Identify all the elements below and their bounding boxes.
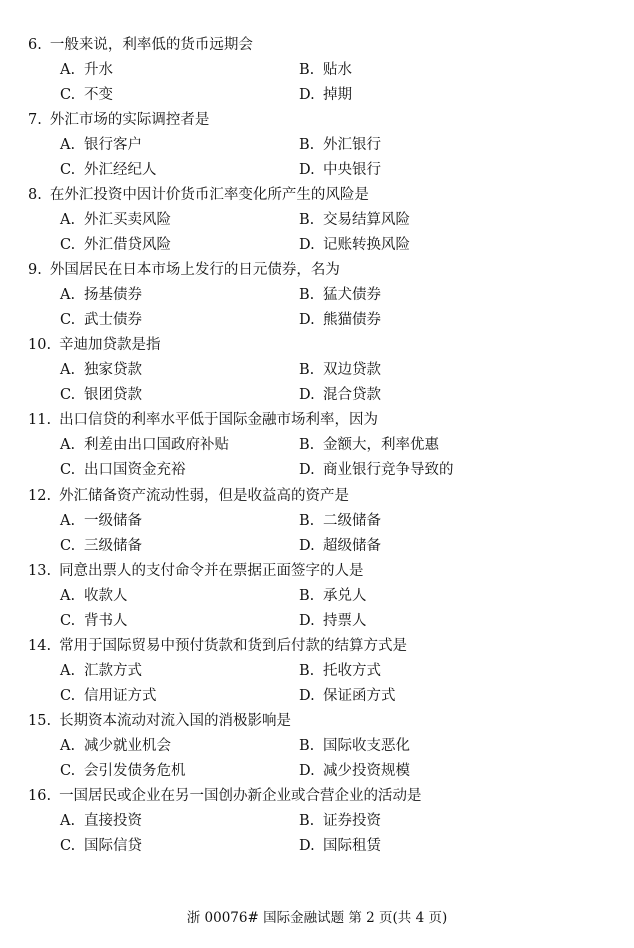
question-number: 15. <box>28 712 52 729</box>
option-text: 中央银行 <box>323 162 381 179</box>
option-row <box>0 809 634 834</box>
question-stem: 在外汇投资中因计价货币汇率变化所产生的风险是 <box>49 187 369 204</box>
option-row <box>0 358 634 383</box>
option-text: 银团贷款 <box>84 387 142 404</box>
option-text: 混合贷款 <box>323 387 381 404</box>
option-row <box>0 58 634 83</box>
option-text: 金额大，利率优惠 <box>323 437 439 454</box>
option-row <box>0 734 634 759</box>
option-row <box>0 584 634 609</box>
answer-option <box>299 308 381 333</box>
option-text: 国际收支恶化 <box>323 737 410 754</box>
option-letter: D. <box>299 312 315 329</box>
question-item <box>0 484 634 559</box>
option-letter: C. <box>60 462 76 479</box>
question-stem-line <box>28 258 340 283</box>
option-text: 外汇银行 <box>323 137 381 154</box>
question-number: 12. <box>28 487 52 504</box>
option-text: 一级储备 <box>84 512 142 529</box>
answer-option <box>60 83 113 108</box>
question-item <box>0 709 634 784</box>
question-number: 6. <box>28 37 42 53</box>
answer-option <box>299 433 439 458</box>
option-letter: A. <box>60 737 76 754</box>
answer-option <box>60 684 157 709</box>
option-letter: A. <box>60 587 76 604</box>
option-letter: A. <box>60 662 76 679</box>
option-letter: D. <box>299 387 315 404</box>
answer-option <box>60 534 142 559</box>
option-row <box>0 133 634 158</box>
option-text: 扬基债券 <box>84 287 142 304</box>
answer-option <box>299 809 381 834</box>
question-list <box>0 33 634 859</box>
answer-option <box>60 734 171 759</box>
option-letter: B. <box>299 512 315 529</box>
question-stem: 外汇储备资产流动性弱，但是收益高的资产是 <box>59 487 350 504</box>
option-letter: C. <box>60 237 76 254</box>
option-letter: D. <box>299 237 315 254</box>
option-text: 交易结算风险 <box>323 212 410 229</box>
option-row <box>0 233 634 258</box>
option-row <box>0 534 634 559</box>
option-text: 收款人 <box>84 587 128 604</box>
answer-option <box>60 283 142 308</box>
option-row <box>0 834 634 859</box>
option-letter: A. <box>60 812 76 829</box>
question-stem-line <box>28 484 349 509</box>
answer-option <box>60 233 171 258</box>
option-text: 会引发债务危机 <box>84 762 186 779</box>
answer-option <box>299 283 381 308</box>
answer-option <box>299 208 410 233</box>
answer-option <box>299 834 381 859</box>
option-text: 出口国资金充裕 <box>84 462 186 479</box>
option-letter: D. <box>299 837 315 854</box>
option-text: 外汇经纪人 <box>84 162 157 179</box>
option-text: 持票人 <box>323 612 367 629</box>
question-stem: 外国居民在日本市场上发行的日元债券，名为 <box>49 262 340 279</box>
option-text: 升水 <box>84 62 113 78</box>
option-row <box>0 83 634 108</box>
option-letter: A. <box>60 287 76 304</box>
answer-option <box>60 834 142 859</box>
option-letter: A. <box>60 362 76 379</box>
option-text: 信用证方式 <box>84 687 157 704</box>
option-letter: A. <box>60 212 76 229</box>
question-number: 9. <box>28 262 42 279</box>
question-item <box>0 784 634 859</box>
question-number: 14. <box>28 637 52 654</box>
question-stem-line <box>28 634 407 659</box>
option-text: 承兑人 <box>323 587 367 604</box>
question-number: 13. <box>28 562 52 579</box>
option-text: 武士债券 <box>84 312 142 329</box>
option-letter: A. <box>60 512 76 529</box>
question-item <box>0 258 634 333</box>
question-stem: 一般来说，利率低的货币远期会 <box>49 37 253 53</box>
answer-option <box>60 458 186 483</box>
question-number: 10. <box>28 337 52 354</box>
question-stem-line <box>28 183 369 208</box>
option-text: 背书人 <box>84 612 128 629</box>
question-item <box>0 408 634 483</box>
question-item <box>0 183 634 258</box>
option-row <box>0 458 634 483</box>
question-stem: 外汇市场的实际调控者是 <box>49 112 210 129</box>
option-row <box>0 684 634 709</box>
answer-option <box>299 358 381 383</box>
option-letter: C. <box>60 87 76 103</box>
question-number: 8. <box>28 187 42 204</box>
option-text: 不变 <box>84 87 113 103</box>
answer-option <box>299 534 381 559</box>
option-text: 猛犬债券 <box>323 287 381 304</box>
answer-option <box>299 158 381 183</box>
question-item <box>0 634 634 709</box>
option-row <box>0 609 634 634</box>
option-row <box>0 308 634 333</box>
option-letter: B. <box>299 287 315 304</box>
option-letter: B. <box>299 662 315 679</box>
option-letter: B. <box>299 212 315 229</box>
answer-option <box>60 609 128 634</box>
answer-option <box>299 58 352 83</box>
answer-option <box>299 458 454 483</box>
answer-option <box>60 809 142 834</box>
option-letter: D. <box>299 612 315 629</box>
option-text: 商业银行竞争导致的 <box>323 462 454 479</box>
option-text: 保证函方式 <box>323 687 396 704</box>
question-stem-line <box>28 408 378 433</box>
option-row <box>0 158 634 183</box>
option-text: 独家贷款 <box>84 362 142 379</box>
option-letter: B. <box>299 812 315 829</box>
answer-option <box>299 684 396 709</box>
option-text: 减少就业机会 <box>84 737 171 754</box>
answer-option <box>60 509 142 534</box>
answer-option <box>299 509 381 534</box>
option-text: 直接投资 <box>84 812 142 829</box>
answer-option <box>60 133 142 158</box>
option-letter: D. <box>299 762 315 779</box>
question-stem-line <box>28 108 209 133</box>
answer-option <box>299 759 410 784</box>
option-text: 托收方式 <box>323 662 381 679</box>
answer-option <box>60 358 142 383</box>
answer-option <box>60 584 128 609</box>
answer-option <box>60 58 113 83</box>
answer-option <box>60 433 229 458</box>
question-stem-line <box>28 33 253 58</box>
question-number: 7. <box>28 112 42 129</box>
option-text: 掉期 <box>323 87 352 103</box>
option-letter: D. <box>299 462 315 479</box>
option-letter: A. <box>60 137 76 154</box>
option-letter: A. <box>60 62 76 78</box>
option-letter: D. <box>299 162 315 179</box>
question-stem-line <box>28 784 422 809</box>
option-letter: C. <box>60 537 76 554</box>
option-letter: C. <box>60 312 76 329</box>
answer-option <box>299 609 367 634</box>
option-text: 熊猫债券 <box>323 312 381 329</box>
option-text: 双边贷款 <box>323 362 381 379</box>
option-letter: B. <box>299 737 315 754</box>
answer-option <box>299 83 352 108</box>
answer-option <box>299 584 367 609</box>
option-letter: C. <box>60 612 76 629</box>
question-number: 16. <box>28 787 52 804</box>
option-row <box>0 433 634 458</box>
option-letter: D. <box>299 687 315 704</box>
option-letter: D. <box>299 537 315 554</box>
option-row <box>0 208 634 233</box>
option-text: 汇款方式 <box>84 662 142 679</box>
question-item <box>0 108 634 183</box>
option-letter: C. <box>60 687 76 704</box>
option-text: 外汇借贷风险 <box>84 237 171 254</box>
option-letter: B. <box>299 137 315 154</box>
answer-option <box>60 208 171 233</box>
option-row <box>0 283 634 308</box>
option-letter: D. <box>299 87 315 103</box>
answer-option <box>60 659 142 684</box>
option-letter: C. <box>60 762 76 779</box>
option-text: 证券投资 <box>323 812 381 829</box>
option-row <box>0 509 634 534</box>
question-stem: 出口信贷的利率水平低于国际金融市场利率，因为 <box>59 412 379 429</box>
option-letter: B. <box>299 437 315 454</box>
option-text: 外汇买卖风险 <box>84 212 171 229</box>
option-text: 国际信贷 <box>84 837 142 854</box>
answer-option <box>299 383 381 408</box>
answer-option <box>60 383 142 408</box>
option-row <box>0 759 634 784</box>
question-stem-line <box>28 333 161 358</box>
option-letter: B. <box>299 62 315 78</box>
question-item <box>0 33 634 108</box>
question-stem: 长期资本流动对流入国的消极影响是 <box>59 712 292 729</box>
option-text: 减少投资规模 <box>323 762 410 779</box>
option-letter: B. <box>299 362 315 379</box>
option-text: 利差由出口国政府补贴 <box>84 437 229 454</box>
option-text: 贴水 <box>323 62 352 78</box>
option-letter: A. <box>60 437 76 454</box>
answer-option <box>299 659 381 684</box>
option-text: 超级储备 <box>323 537 381 554</box>
answer-option <box>299 133 381 158</box>
option-letter: C. <box>60 837 76 854</box>
option-text: 记账转换风险 <box>323 237 410 254</box>
answer-option <box>60 308 142 333</box>
question-stem: 同意出票人的支付命令并在票据正面签字的人是 <box>59 562 364 579</box>
option-letter: C. <box>60 162 76 179</box>
answer-option <box>299 233 410 258</box>
question-item <box>0 333 634 408</box>
page-footer: 浙 00076# 国际金融试题 第 2 页(共 4 页) <box>186 910 448 926</box>
answer-option <box>60 158 157 183</box>
answer-option <box>60 759 186 784</box>
option-row <box>0 383 634 408</box>
question-stem: 常用于国际贸易中预付货款和货到后付款的结算方式是 <box>59 637 408 654</box>
option-text: 三级储备 <box>84 537 142 554</box>
option-row <box>0 659 634 684</box>
option-text: 国际租赁 <box>323 837 381 854</box>
option-text: 银行客户 <box>84 137 142 154</box>
option-letter: C. <box>60 387 76 404</box>
question-stem: 辛迪加贷款是指 <box>59 337 161 354</box>
question-stem-line <box>28 559 364 584</box>
option-letter: B. <box>299 587 315 604</box>
question-stem-line <box>28 709 291 734</box>
question-item <box>0 559 634 634</box>
option-text: 二级储备 <box>323 512 381 529</box>
question-number: 11. <box>28 412 52 429</box>
answer-option <box>299 734 410 759</box>
question-stem: 一国居民或企业在另一国创办新企业或合营企业的活动是 <box>59 787 422 804</box>
